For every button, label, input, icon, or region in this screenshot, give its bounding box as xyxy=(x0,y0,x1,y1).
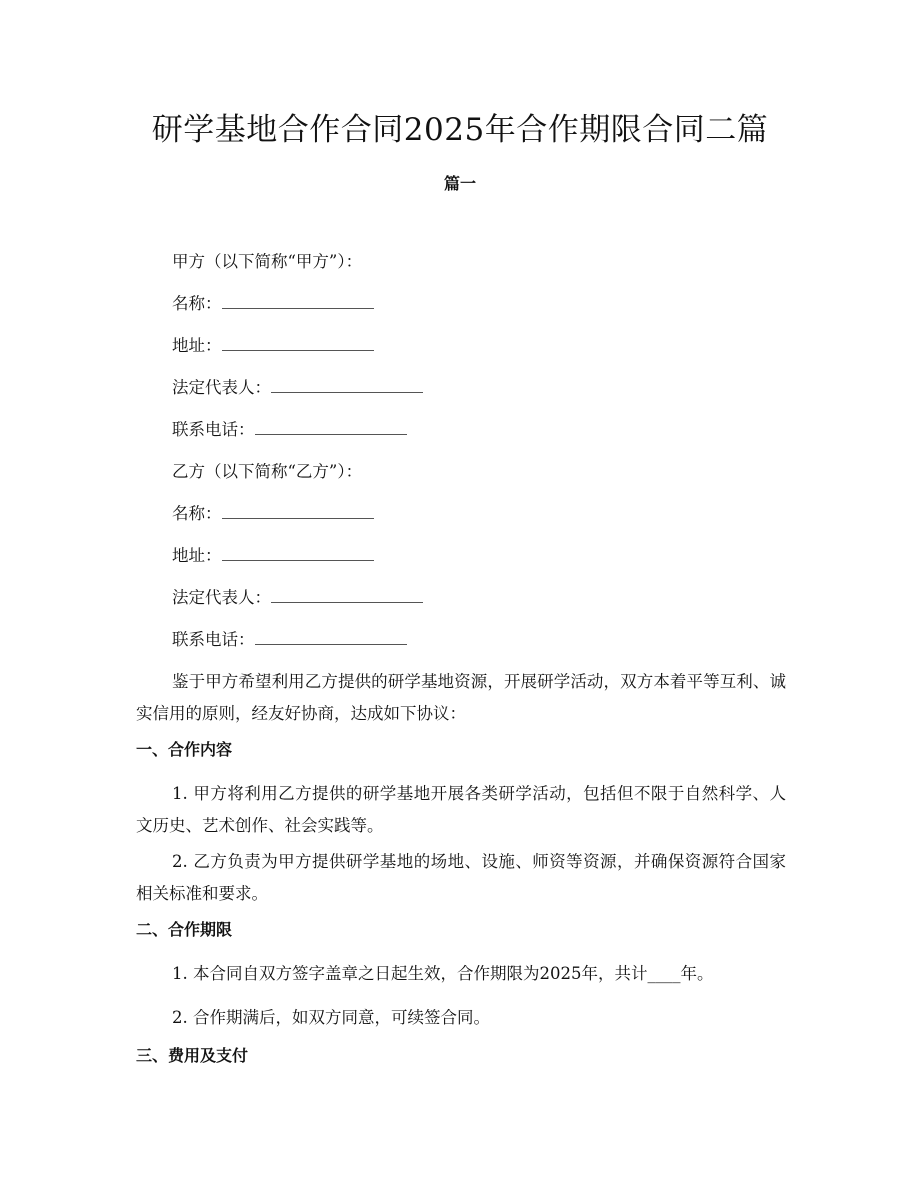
clause-paragraph: 2. 合作期满后，如双方同意，可续签合同。 xyxy=(172,1008,490,1027)
party-a-address-label: 地址： xyxy=(172,336,222,355)
preamble-paragraph: 鉴于甲方希望利用乙方提供的研学基地资源，开展研学活动，双方本着平等互利、诚实信用的原则，经友好协商，达成如下协议： xyxy=(136,672,786,723)
party-a-phone-blank[interactable] xyxy=(255,418,407,435)
party-b-phone-blank[interactable] xyxy=(255,628,407,645)
section-heading-cooperation-term: 二、合作期限 xyxy=(136,920,233,939)
party-a-rep-blank[interactable] xyxy=(271,376,423,393)
party-a-name-blank[interactable] xyxy=(222,292,374,309)
party-a-name-row xyxy=(172,292,374,316)
party-a-address-blank[interactable] xyxy=(222,334,374,351)
party-b-name-row xyxy=(172,502,374,526)
party-a-intro: 甲方（以下简称“甲方”）： xyxy=(172,252,363,271)
document-title: 研学基地合作合同2025年合作期限合同二篇 xyxy=(151,112,769,148)
party-b-name-blank[interactable] xyxy=(222,502,374,519)
section-heading-fees-payment: 三、费用及支付 xyxy=(136,1046,249,1065)
section-heading-cooperation-content: 一、合作内容 xyxy=(136,740,233,759)
party-a-phone-label: 联系电话： xyxy=(172,420,255,439)
document-subtitle: 篇一 xyxy=(443,174,476,193)
party-a-rep-label: 法定代表人： xyxy=(172,378,271,397)
party-b-address-label: 地址： xyxy=(172,546,222,565)
party-a-rep-row xyxy=(172,376,423,400)
party-a-phone-row xyxy=(172,418,407,442)
party-a-address-row xyxy=(172,334,374,358)
party-b-intro: 乙方（以下简称“乙方”）： xyxy=(172,462,363,481)
party-b-address-row xyxy=(172,544,374,568)
clause-paragraph: 1. 甲方将利用乙方提供的研学基地开展各类研学活动，包括但不限于自然科学、人文历史、艺术创作、社会实践等。 xyxy=(136,784,786,835)
party-b-phone-label: 联系电话： xyxy=(172,630,255,649)
party-b-rep-row xyxy=(172,586,423,610)
clause-paragraph: 2. 乙方负责为甲方提供研学基地的场地、设施、师资等资源，并确保资源符合国家相关标准和要求。 xyxy=(136,852,786,903)
clause-paragraph: 1. 本合同自双方签字盖章之日起生效，合作期限为2025年，共计____年。 xyxy=(172,964,714,983)
party-b-name-label: 名称： xyxy=(172,504,222,523)
party-a-name-label: 名称： xyxy=(172,294,222,313)
party-b-rep-label: 法定代表人： xyxy=(172,588,271,607)
party-b-rep-blank[interactable] xyxy=(271,586,423,603)
party-b-phone-row xyxy=(172,628,407,652)
party-b-address-blank[interactable] xyxy=(222,544,374,561)
